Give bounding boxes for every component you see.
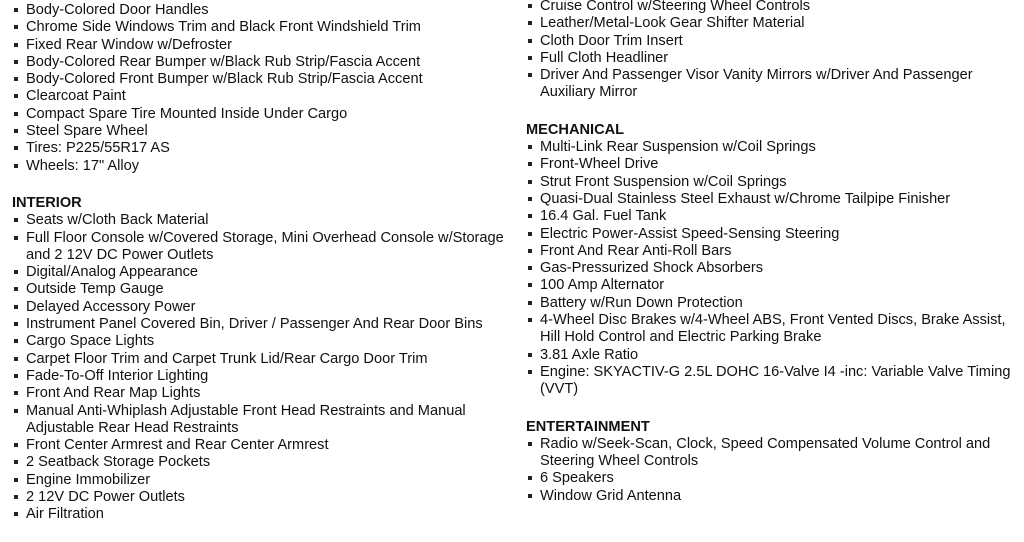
feature-item: Air Filtration (12, 506, 517, 523)
feature-item: Body-Colored Door Handles (12, 2, 517, 19)
left-column (12, 2, 517, 524)
feature-item: Driver And Passenger Visor Vanity Mirrors w/Driver And Passenger Auxiliary Mirror (526, 67, 1022, 102)
mechanical-features-list (526, 139, 1022, 398)
feature-item: Front And Rear Anti-Roll Bars (526, 243, 1022, 260)
feature-item: Seats w/Cloth Back Material (12, 212, 517, 229)
feature-item: 4-Wheel Disc Brakes w/4-Wheel ABS, Front Vented Discs, Brake Assist, Hill Hold Control and Electric Parking Brake (526, 312, 1022, 347)
feature-item: Chrome Side Windows Trim and Black Front Windshield Trim (12, 19, 517, 36)
feature-item: Wheels: 17" Alloy (12, 158, 517, 175)
feature-item: Manual Anti-Whiplash Adjustable Front Head Restraints and Manual Adjustable Rear Head Restraints (12, 403, 517, 438)
feature-item: Front-Wheel Drive (526, 156, 1022, 173)
feature-item: 6 Speakers (526, 470, 1022, 487)
feature-item: Electric Power-Assist Speed-Sensing Steering (526, 226, 1022, 243)
feature-item: Front And Rear Map Lights (12, 385, 517, 402)
feature-item: Strut Front Suspension w/Coil Springs (526, 174, 1022, 191)
feature-item: Battery w/Run Down Protection (526, 295, 1022, 312)
feature-item: Cargo Space Lights (12, 333, 517, 350)
feature-item: Compact Spare Tire Mounted Inside Under Cargo (12, 106, 517, 123)
section-gap (526, 102, 1022, 122)
feature-item: 16.4 Gal. Fuel Tank (526, 208, 1022, 225)
feature-item: Outside Temp Gauge (12, 281, 517, 298)
feature-item: Digital/Analog Appearance (12, 264, 517, 281)
feature-item: Cloth Door Trim Insert (526, 33, 1022, 50)
feature-item: Cruise Control w/Steering Wheel Controls (526, 0, 1022, 15)
feature-item: Steel Spare Wheel (12, 123, 517, 140)
feature-item: 100 Amp Alternator (526, 277, 1022, 294)
feature-item: Carpet Floor Trim and Carpet Trunk Lid/Rear Cargo Door Trim (12, 351, 517, 368)
right-column (526, 0, 1022, 505)
feature-item: Gas-Pressurized Shock Absorbers (526, 260, 1022, 277)
feature-item: Body-Colored Front Bumper w/Black Rub Strip/Fascia Accent (12, 71, 517, 88)
feature-item: Leather/Metal-Look Gear Shifter Material (526, 15, 1022, 32)
feature-item: Body-Colored Rear Bumper w/Black Rub Strip/Fascia Accent (12, 54, 517, 71)
feature-item: Fade-To-Off Interior Lighting (12, 368, 517, 385)
mechanical-heading: MECHANICAL (526, 121, 625, 138)
feature-item: Fixed Rear Window w/Defroster (12, 37, 517, 54)
feature-item: Full Cloth Headliner (526, 50, 1022, 67)
feature-item: Multi-Link Rear Suspension w/Coil Springs (526, 139, 1022, 156)
section-gap (526, 399, 1022, 419)
feature-item: Engine: SKYACTIV-G 2.5L DOHC 16-Valve I4 -inc: Variable Valve Timing (VVT) (526, 364, 1022, 399)
section-gap (12, 175, 517, 195)
feature-item: Full Floor Console w/Covered Storage, Mini Overhead Console w/Storage and 2 12V DC Power Outlets (12, 230, 517, 265)
feature-item: Clearcoat Paint (12, 88, 517, 105)
feature-item: 3.81 Axle Ratio (526, 347, 1022, 364)
interior-heading: INTERIOR (12, 194, 82, 211)
feature-item: 2 Seatback Storage Pockets (12, 454, 517, 471)
feature-item: Delayed Accessory Power (12, 299, 517, 316)
exterior-features-list (12, 2, 517, 175)
entertainment-features-list (526, 436, 1022, 505)
interior-features-list-continued (526, 0, 1022, 102)
feature-item: Radio w/Seek-Scan, Clock, Speed Compensated Volume Control and Steering Wheel Controls (526, 436, 1022, 471)
feature-item: Tires: P225/55R17 AS (12, 140, 517, 157)
feature-item: Front Center Armrest and Rear Center Armrest (12, 437, 517, 454)
entertainment-heading: ENTERTAINMENT (526, 418, 650, 435)
feature-item: Engine Immobilizer (12, 472, 517, 489)
feature-item: 2 12V DC Power Outlets (12, 489, 517, 506)
feature-item: Window Grid Antenna (526, 488, 1022, 505)
feature-item: Instrument Panel Covered Bin, Driver / Passenger And Rear Door Bins (12, 316, 517, 333)
feature-item: Quasi-Dual Stainless Steel Exhaust w/Chrome Tailpipe Finisher (526, 191, 1022, 208)
interior-features-list (12, 212, 517, 523)
